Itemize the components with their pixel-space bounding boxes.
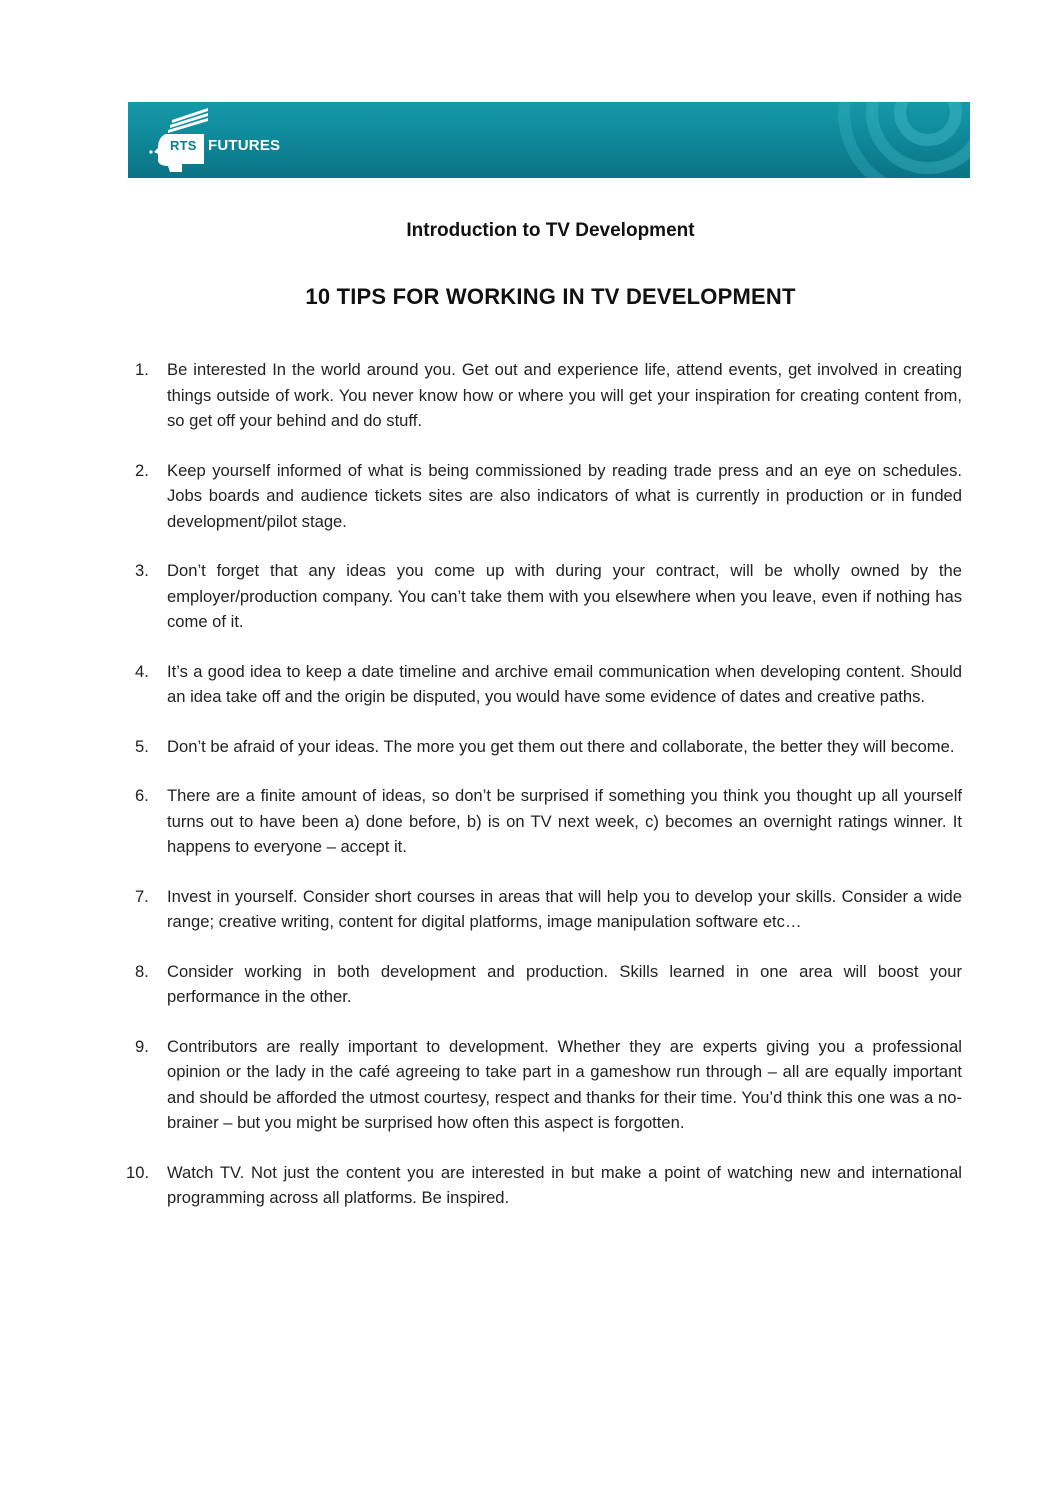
header-banner	[128, 102, 970, 178]
tip-item-9	[132, 1034, 962, 1136]
tip-text: Don’t forget that any ideas you come up with during your contract, will be wholly owned by the employer/production company. You can’t take them with you elsewhere when you leave, even if nothing has come of it.	[167, 561, 962, 631]
tip-item-3	[132, 558, 962, 635]
intro-title: Introduction to TV Development	[406, 220, 695, 241]
tip-text: There are a finite amount of ideas, so don’t be surprised if something you think you thought up all yourself turns out to have been a) done before, b) is on TV next week, c) becomes an overnight ratings winner. It happens to everyone – accept it.	[167, 786, 962, 856]
rts-futures-logo	[146, 106, 306, 172]
tip-text: Don’t be afraid of your ideas. The more you get them out there and collaborate, the better they will become.	[167, 736, 955, 756]
tip-item-4	[132, 659, 962, 710]
tip-number: 4.	[135, 661, 149, 681]
tip-item-5	[132, 734, 962, 760]
tip-text: Consider working in both development and production. Skills learned in one area will boost your performance in the other.	[167, 961, 962, 1006]
tip-text: Keep yourself informed of what is being commissioned by reading trade press and an eye on schedules. Jobs boards and audience tickets sites are also indicators of what is currently in production or in funded development/pilot stage.	[167, 460, 962, 531]
tip-item-10	[126, 1160, 962, 1211]
tip-text: It’s a good idea to keep a date timeline and archive email communication when developing content. Should an idea take off and the origin be disputed, you would have some evidence of dates and creative paths.	[167, 661, 962, 706]
tip-item-7	[132, 884, 962, 935]
tip-text: Invest in yourself. Consider short courses in areas that will help you to develop your skills. Consider a wide range; creative writing, content for digital platforms, image manipulation software etc…	[167, 886, 962, 931]
tip-number: 5.	[135, 736, 149, 756]
tip-item-6	[132, 783, 962, 860]
logo-futures-text: FUTURES	[208, 137, 281, 154]
tips-list	[126, 357, 962, 1235]
tip-text: Contributors are really important to development. Whether they are experts giving you a professional opinion or the lady in the café agreeing to take part in a gameshow run through – all are equally important and should be afforded the utmost courtesy, respect and thanks for their time. You’d think this one was a no-brainer – but you might be surprised how often this aspect is forgotten.	[167, 1036, 962, 1132]
tip-item-2	[132, 458, 962, 535]
tip-number: 1.	[135, 360, 149, 379]
tip-number: 6.	[135, 786, 149, 805]
tip-item-1	[132, 357, 962, 434]
tip-number: 9.	[135, 1036, 149, 1056]
main-title: 10 TIPS FOR WORKING IN TV DEVELOPMENT	[305, 284, 796, 309]
tip-number: 7.	[135, 886, 149, 906]
tip-number: 2.	[135, 460, 149, 480]
logo-rts-text: RTS	[170, 138, 197, 153]
tip-text: Watch TV. Not just the content you are interested in but make a point of watching new and international programming across all platforms. Be inspired.	[167, 1162, 962, 1207]
tip-text: Be interested In the world around you. Get out and experience life, attend events, get involved in creating things outside of work. You never know how or where you will get your inspiration for creating content from, so get off your behind and do stuff.	[167, 360, 962, 430]
tip-number: 10.	[126, 1162, 150, 1182]
tip-item-8	[132, 959, 962, 1010]
tip-number: 8.	[135, 961, 149, 981]
tip-number: 3.	[135, 561, 149, 580]
